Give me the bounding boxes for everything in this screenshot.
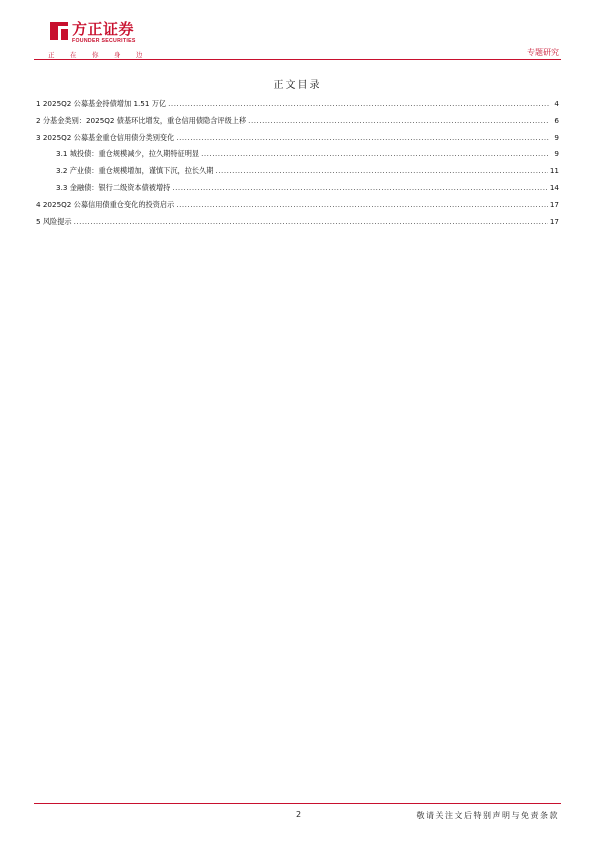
toc-entry-page: 9: [554, 132, 559, 142]
toc-leader-dots: [215, 166, 547, 175]
page-number: 2: [296, 810, 302, 819]
toc-entry-label: 3.2 产业债：重仓规模增加，谨慎下沉，拉长久期: [56, 166, 214, 176]
toc-entry[interactable]: [36, 200, 559, 217]
toc-subentry[interactable]: [36, 149, 559, 166]
toc-entry-label: 3 2025Q2 公募基金重仓信用债分类别变化: [36, 132, 175, 142]
founder-securities-logo: [36, 18, 146, 62]
founder-logo-mark-icon: [48, 20, 70, 42]
toc-leader-dots: [172, 183, 548, 192]
footer-divider: [34, 803, 561, 804]
header-divider: [34, 59, 561, 60]
toc-entry-label: 1 2025Q2 公募基金持债增加 1.51 万亿: [36, 99, 167, 108]
toc-subentry[interactable]: [36, 166, 559, 183]
toc-entry-page: 14: [549, 182, 559, 192]
motto-char: 正: [48, 51, 55, 59]
motto-char: 在: [70, 51, 77, 59]
toc-subentry[interactable]: [36, 183, 559, 200]
toc-entry[interactable]: [36, 217, 559, 234]
brand-motto: [48, 50, 158, 59]
toc-entry-label: 2 分基金类别：2025Q2 债基环比增发，重仓信用债隐含评级上移: [36, 115, 247, 125]
toc-entry[interactable]: [36, 133, 559, 150]
toc-entry-label: 4 2025Q2 公募信用债重仓变化的投资启示: [36, 199, 175, 209]
brand-name-cn: 方正证券: [72, 20, 135, 38]
report-category: 专题研究: [527, 48, 559, 57]
toc-title: 正文目录: [273, 80, 322, 91]
toc-leader-dots: [176, 133, 549, 142]
toc-leader-dots: [168, 99, 549, 108]
toc-entry[interactable]: [36, 116, 559, 133]
toc-entry-page: 4: [554, 99, 559, 108]
toc-entry-page: 17: [549, 199, 559, 209]
brand-name-en: FOUNDER SECURITIES: [72, 38, 136, 44]
toc-entry-page: 11: [549, 166, 559, 176]
toc-leader-dots: [176, 200, 548, 209]
motto-char: 你: [92, 51, 99, 59]
toc-leader-dots: [248, 116, 549, 125]
toc-entry-page: 6: [554, 115, 559, 125]
motto-char: 边: [136, 51, 143, 59]
toc-entry[interactable]: [36, 99, 559, 116]
table-of-contents: [36, 99, 559, 233]
toc-entry-page: 17: [549, 216, 559, 226]
toc-entry-label: 3.1 城投债：重仓规模减少，拉久期特征明显: [56, 149, 200, 159]
toc-entry-label: 5 风险提示: [36, 216, 72, 226]
toc-entry-label: 3.3 金融债：银行二级资本债被增持: [56, 182, 171, 192]
footer-disclaimer: 敬请关注文后特别声明与免责条款: [416, 811, 559, 820]
toc-leader-dots: [201, 149, 549, 158]
toc-leader-dots: [74, 217, 548, 226]
motto-char: 身: [114, 51, 121, 59]
toc-entry-page: 9: [554, 149, 559, 159]
